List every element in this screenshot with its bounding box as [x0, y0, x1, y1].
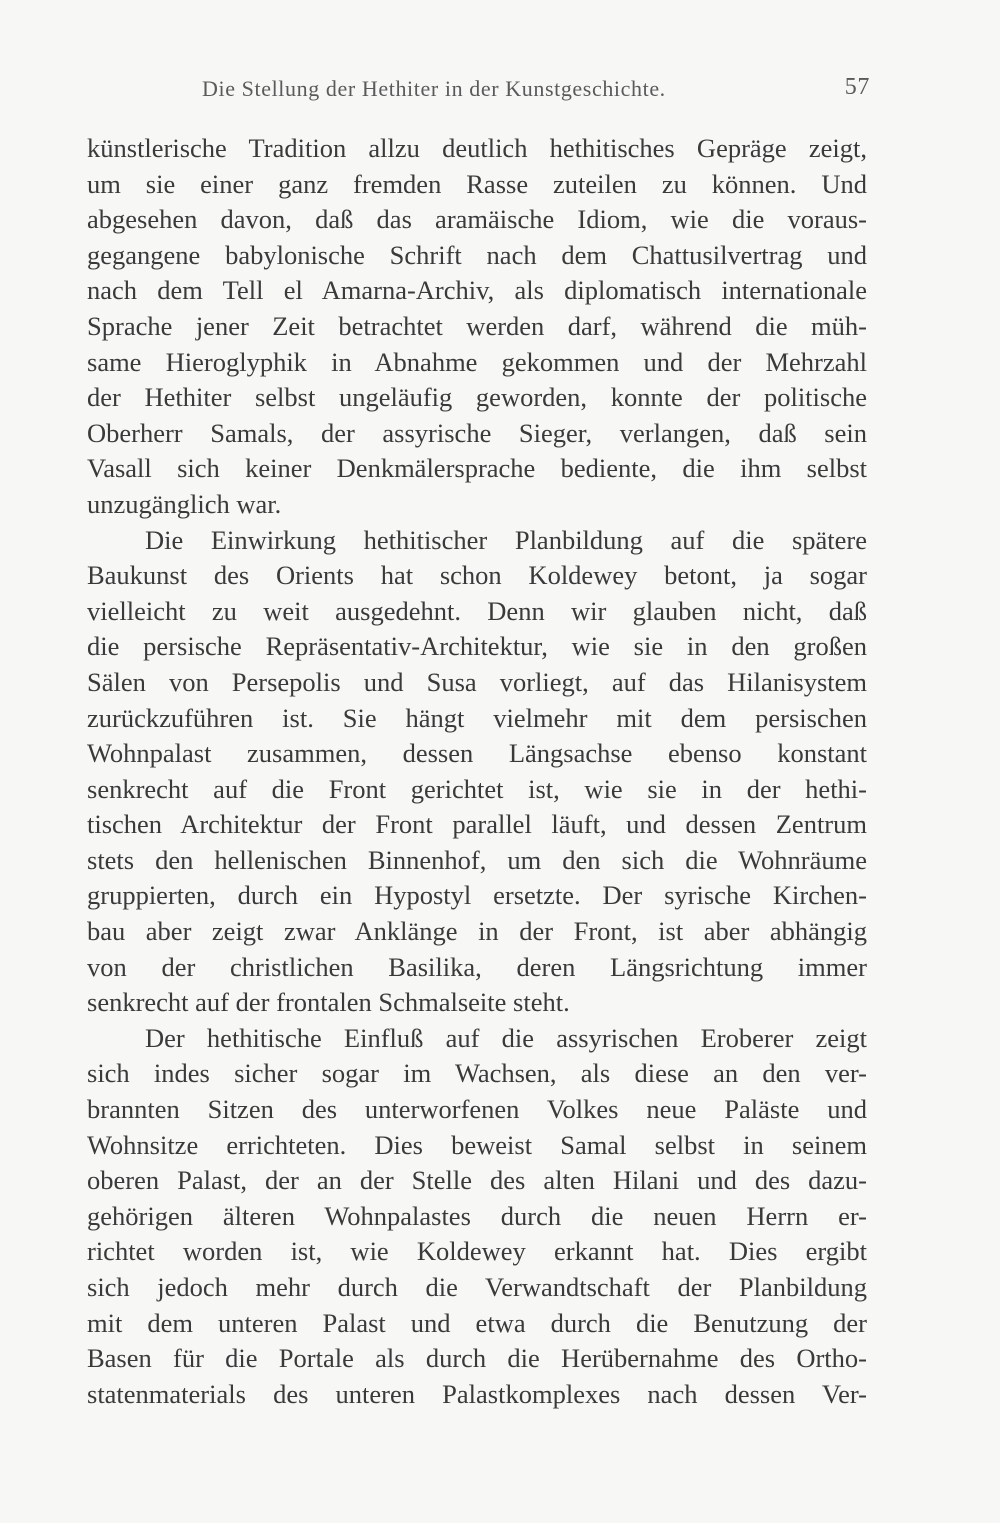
- page-number: 57: [844, 74, 870, 100]
- text-line: künstlerische Tradition allzu deutlich hethitisches Gepräge zeigt,: [87, 133, 867, 163]
- paragraph-start-line: Der hethitische Einfluß auf die assyrischen Eroberer zeigt: [145, 1022, 867, 1053]
- text-line: bau aber zeigt zwar Anklänge in der Front, ist aber abhängig: [87, 916, 867, 947]
- text-line: Baukunst des Orients hat schon Koldewey betont, ja sogar: [87, 560, 867, 591]
- text-line: Wohnpalast zusammen, dessen Längsachse ebenso konstant: [87, 738, 867, 769]
- text-line: sich indes sicher sogar im Wachsen, als diese an den ver-: [87, 1058, 867, 1089]
- running-head: [87, 72, 870, 108]
- text-line: statenmaterials des unteren Palastkomplexes nach dessen Ver-: [87, 1378, 867, 1409]
- text-line: der Hethiter selbst ungeläufig geworden, konnte der politische: [87, 382, 867, 413]
- paragraph-start-line: Die Einwirkung hethitischer Planbildung auf die spätere: [145, 524, 867, 555]
- text-line: Vasall sich keiner Denkmälersprache bediente, die ihm selbst: [87, 453, 867, 484]
- text-line: vielleicht zu weit ausgedehnt. Denn wir glauben nicht, daß: [87, 595, 867, 626]
- text-line: die persische Repräsentativ-Architektur, wie sie in den großen: [87, 631, 867, 662]
- running-title: Die Stellung der Hethiter in der Kunstgeschichte.: [202, 76, 666, 101]
- text-line: brannten Sitzen des unterworfenen Volkes neue Paläste und: [87, 1094, 867, 1125]
- text-line: tischen Architektur der Front parallel läuft, und dessen Zentrum: [87, 809, 867, 840]
- text-line: stets den hellenischen Binnenhof, um den sich die Wohnräume: [87, 844, 867, 875]
- text-line: abgesehen davon, daß das aramäische Idiom, wie die voraus-: [87, 204, 867, 235]
- text-line: same Hieroglyphik in Abnahme gekommen und der Mehrzahl: [87, 346, 867, 377]
- text-line: von der christlichen Basilika, deren Längsrichtung immer: [87, 951, 867, 982]
- text-line: gruppierten, durch ein Hypostyl ersetzte. Der syrische Kirchen-: [87, 880, 867, 911]
- text-line: mit dem unteren Palast und etwa durch die Benutzung der: [87, 1307, 867, 1338]
- text-line: Oberherr Samals, der assyrische Sieger, verlangen, daß sein: [87, 417, 867, 448]
- text-line: nach dem Tell el Amarna-Archiv, als diplomatisch internationale: [87, 275, 867, 306]
- paragraph-end-line: unzugänglich war.: [87, 488, 282, 519]
- text-line: gegangene babylonische Schrift nach dem Chattusilvertrag und: [87, 239, 867, 270]
- text-line: gehörigen älteren Wohnpalastes durch die neuen Herrn er-: [87, 1200, 867, 1231]
- text-line: Sprache jener Zeit betrachtet werden darf, während die müh-: [87, 310, 867, 341]
- text-line: zurückzuführen ist. Sie hängt vielmehr mit dem persischen: [87, 702, 867, 733]
- text-line: senkrecht auf die Front gerichtet ist, wie sie in der hethi-: [87, 773, 867, 804]
- text-line: Wohnsitze errichteten. Dies beweist Samal selbst in seinem: [87, 1129, 867, 1160]
- text-line: sich jedoch mehr durch die Verwandtschaft der Planbildung: [87, 1272, 867, 1302]
- paragraph-end-line: senkrecht auf der frontalen Schmalseite steht.: [87, 987, 570, 1018]
- text-line: oberen Palast, der an der Stelle des alten Hilani und des dazu-: [87, 1165, 867, 1196]
- text-line: Basen für die Portale als durch die Herübernahme des Ortho-: [87, 1343, 867, 1374]
- text-line: Sälen von Persepolis und Susa vorliegt, auf das Hilanisystem: [87, 666, 867, 697]
- text-line: um sie einer ganz fremden Rasse zuteilen zu können. Und: [87, 168, 867, 199]
- text-line: richtet worden ist, wie Koldewey erkannt hat. Dies ergibt: [87, 1236, 867, 1267]
- body-text: [87, 131, 867, 1412]
